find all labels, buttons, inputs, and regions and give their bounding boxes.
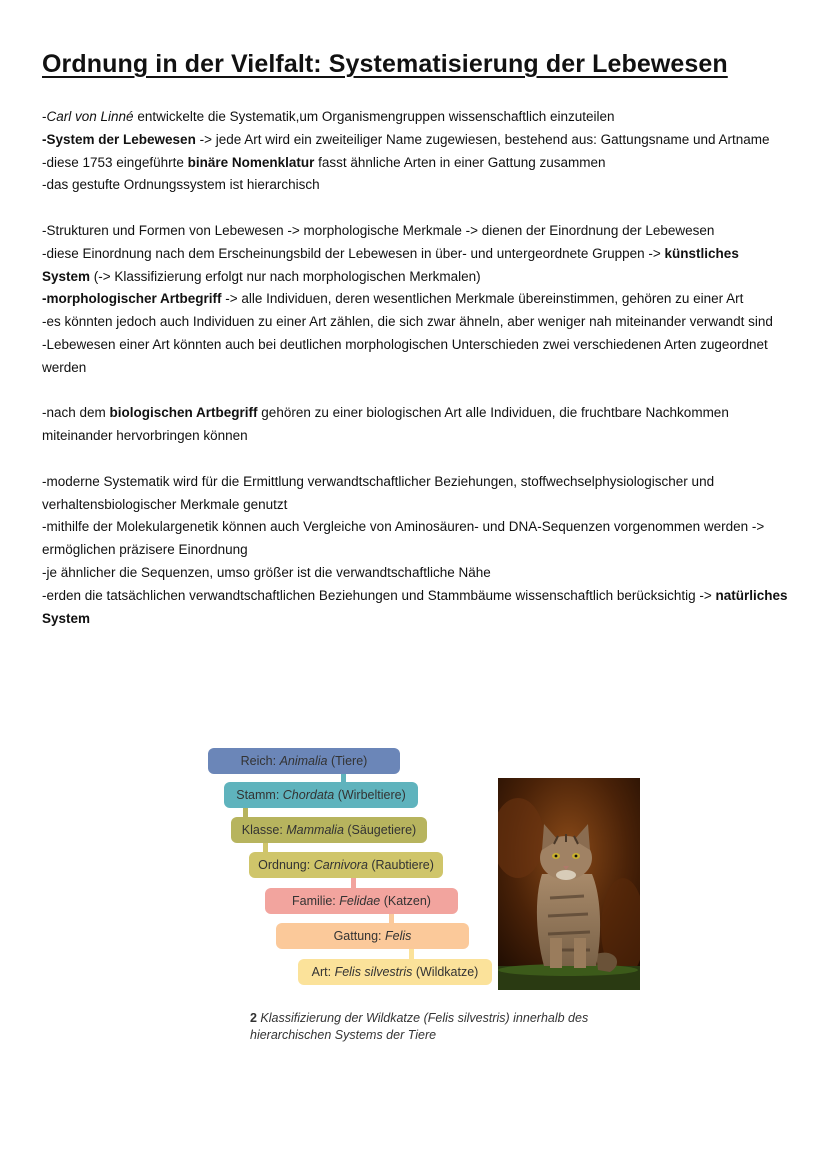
taxonomy-tree [205,742,505,992]
paragraph: -System der Lebewesen -> jede Art wird ein zweiteiliger Name zugewiesen, bestehend aus: Gattungsname und Artname [42,131,770,147]
taxon-level-stamm: Stamm: Chordata (Wirbeltiere) [224,782,418,808]
page-title: Ordnung in der Vielfalt: Systematisierung der Lebewesen [42,50,728,78]
paragraph: -erden die tatsächlichen verwandtschaftlichen Beziehungen und Stammbäume wissenschaftlich berücksichtig -> natürliches System [42,587,788,626]
figure-caption [250,1010,630,1044]
taxon-level-reich: Reich: Animalia (Tiere) [208,748,400,774]
taxon-level-klasse: Klasse: Mammalia (Säugetiere) [231,817,427,843]
caption-number: 2 [250,1011,257,1025]
paragraph: -das gestufte Ordnungssystem ist hierarchisch [42,177,320,193]
classification-figure [205,742,645,1002]
paragraph: -Carl von Linné entwickelte die Systematik,um Organismengruppen wissenschaftlich einzuteilen [42,109,615,124]
taxon-level-ordnung: Ordnung: Carnivora (Raubtiere) [249,852,443,878]
taxon-level-gattung: Gattung: Felis [276,923,469,949]
wildcat-photo [498,778,640,990]
paragraph: -nach dem biologischen Artbegriff gehören zu einer biologischen Art alle Individuen, die fruchtbare Nachkommen miteinander hervorbringen können [42,405,729,444]
paragraph: -morphologischer Artbegriff -> alle Individuen, deren wesentlichen Merkmale übereinstimmen, gehören zu einer Art [42,291,744,307]
paragraph: -diese Einordnung nach dem Erscheinungsbild der Lebewesen in über- und untergeordnete Gruppen -> künstliches System (-> Klassifizierung erfolgt nur nach morphologischen Merkmalen) [42,245,739,284]
notes-body [42,106,790,630]
taxon-level-familie: Familie: Felidae (Katzen) [265,888,458,914]
paragraph: -mithilfe der Molekulargenetik können auch Vergleiche von Aminosäuren- und DNA-Sequenzen vorgenommen werden -> ermöglichen präzisere Einordnung [42,519,765,558]
paragraph: -je ähnlicher die Sequenzen, umso größer ist die verwandtschaftliche Nähe [42,564,491,580]
paragraph: -Lebewesen einer Art könnten auch bei deutlichen morphologischen Unterschieden zwei verschiedenen Arten zugeordnet werden [42,336,768,375]
paragraph: -Strukturen und Formen von Lebewesen -> morphologische Merkmale -> dienen der Einordnung der Lebewesen [42,222,715,238]
paragraph: -diese 1753 eingeführte binäre Nomenklatur fasst ähnliche Arten in einer Gattung zusammen [42,154,606,170]
paragraph: -moderne Systematik wird für die Ermittlung verwandtschaftlicher Beziehungen, stoffwechselphysiologischer und verhaltensbiologischer Merkmale genutzt [42,473,715,512]
paragraph: -es könnten jedoch auch Individuen zu einer Art zählen, die sich zwar ähneln, aber weniger nah miteinander verwandt sind [42,314,773,330]
taxon-level-art: Art: Felis silvestris (Wildkatze) [298,959,492,985]
caption-text: Klassifizierung der Wildkatze (Felis silvestris) innerhalb des hierarchischen Systems der Tiere [250,1011,589,1042]
